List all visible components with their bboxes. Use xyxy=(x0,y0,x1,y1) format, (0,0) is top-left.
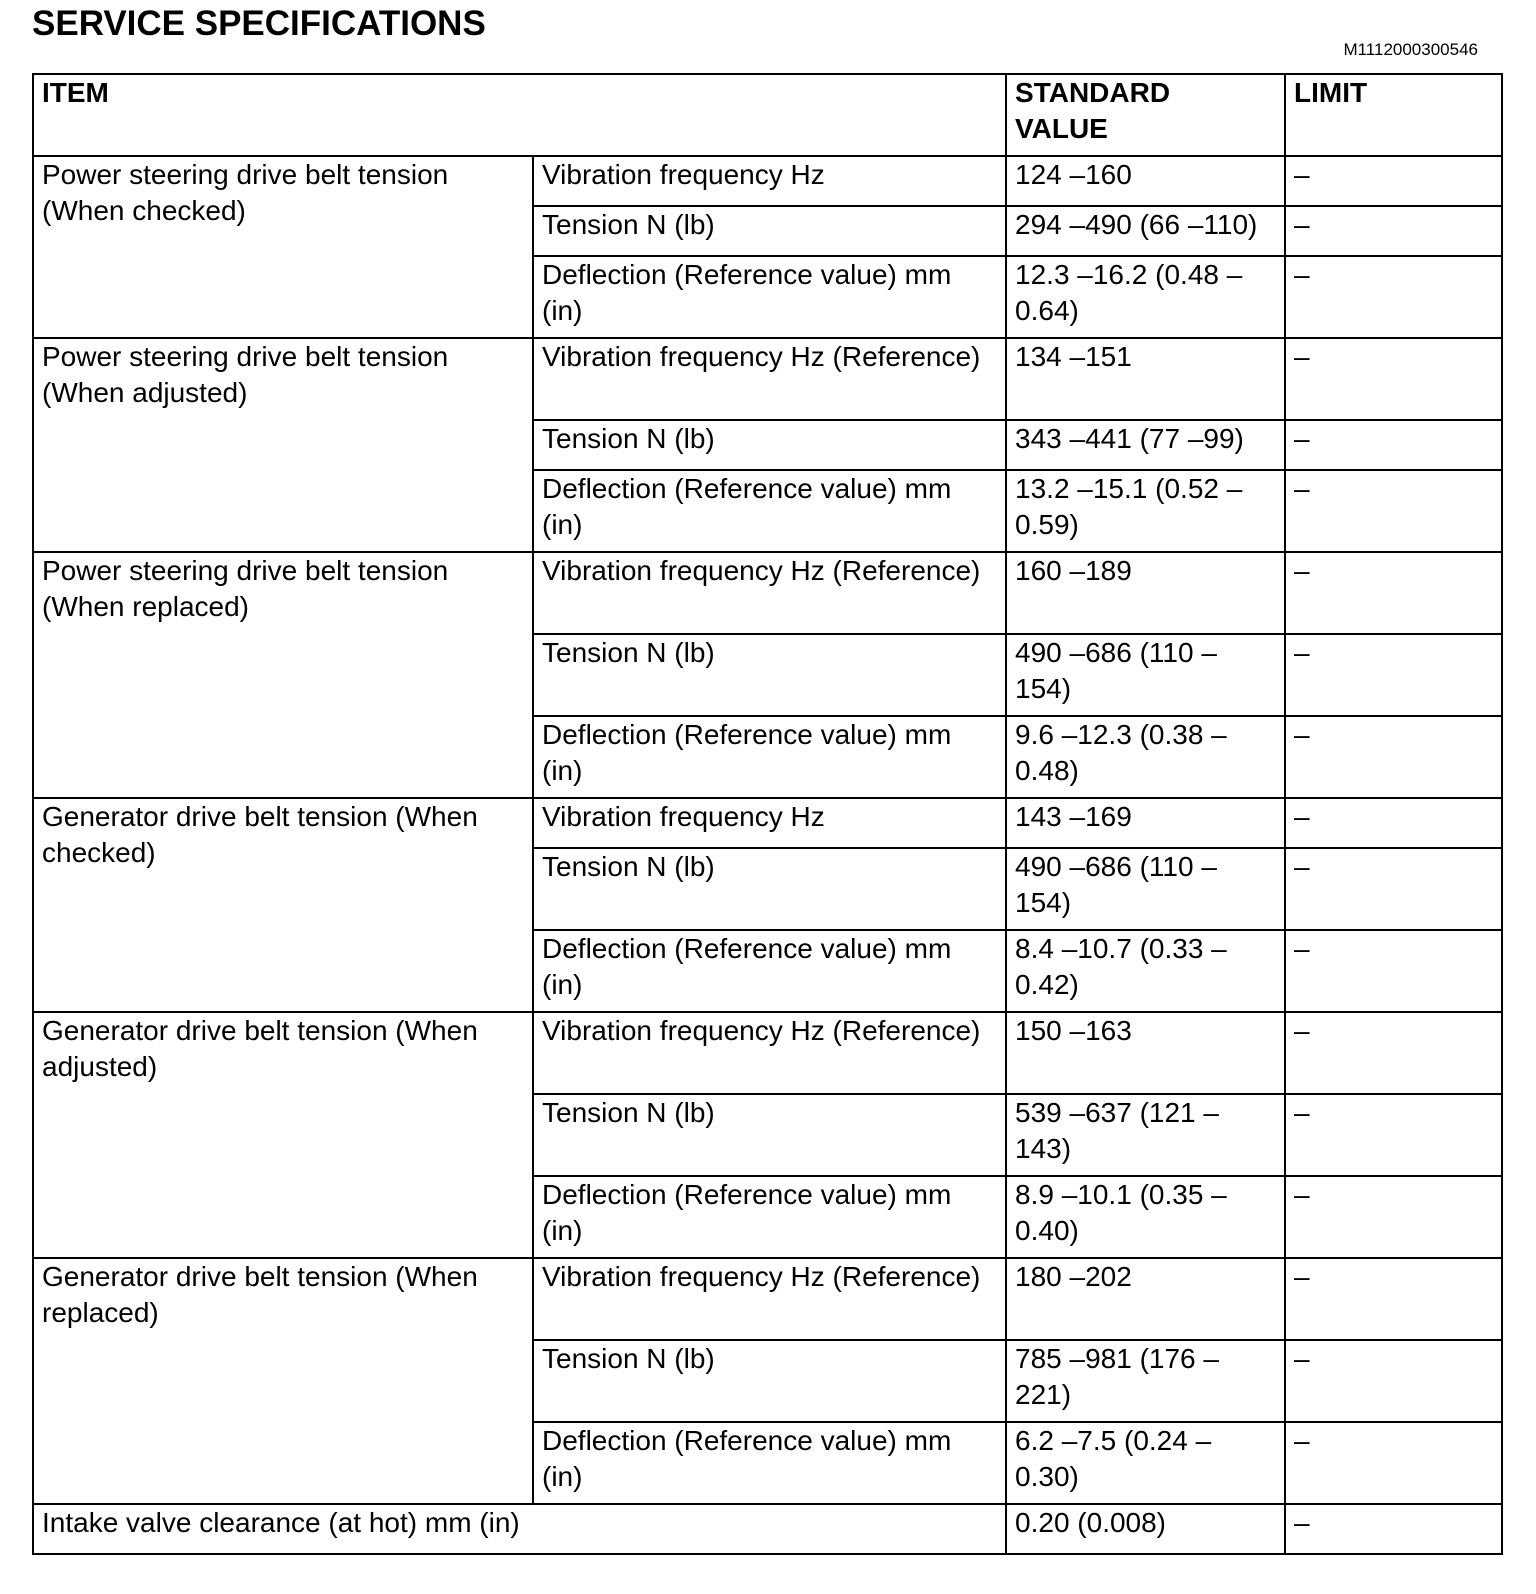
limit-cell: – xyxy=(1285,848,1502,930)
item-name-cell: Power steering drive belt tension (When adjusted) xyxy=(33,338,533,552)
table-row xyxy=(33,338,1502,420)
table-row xyxy=(33,1504,1502,1554)
standard-value-cell: 8.4 –10.7 (0.33 – 0.42) xyxy=(1006,930,1285,1012)
limit-cell: – xyxy=(1285,206,1502,256)
standard-value-cell: 12.3 –16.2 (0.48 – 0.64) xyxy=(1006,256,1285,338)
sub-item-cell: Deflection (Reference value) mm (in) xyxy=(533,1176,1006,1258)
item-name-cell: Intake valve clearance (at hot) mm (in) xyxy=(33,1504,1006,1554)
sub-item-cell: Deflection (Reference value) mm (in) xyxy=(533,1422,1006,1504)
table-header-row xyxy=(33,74,1502,156)
limit-cell: – xyxy=(1285,716,1502,798)
sub-item-cell: Vibration frequency Hz (Reference) xyxy=(533,1012,1006,1094)
standard-value-cell: 785 –981 (176 – 221) xyxy=(1006,1340,1285,1422)
sub-item-cell: Vibration frequency Hz (Reference) xyxy=(533,338,1006,420)
standard-value-cell: 134 –151 xyxy=(1006,338,1285,420)
standard-value-cell: 8.9 –10.1 (0.35 – 0.40) xyxy=(1006,1176,1285,1258)
sub-item-cell: Vibration frequency Hz xyxy=(533,156,1006,206)
standard-value-cell: 6.2 –7.5 (0.24 – 0.30) xyxy=(1006,1422,1285,1504)
limit-cell: – xyxy=(1285,256,1502,338)
sub-item-cell: Vibration frequency Hz xyxy=(533,798,1006,848)
limit-cell: – xyxy=(1285,1094,1502,1176)
item-name-cell: Generator drive belt tension (When replaced) xyxy=(33,1258,533,1504)
sub-item-cell: Deflection (Reference value) mm (in) xyxy=(533,716,1006,798)
standard-value-cell: 490 –686 (110 – 154) xyxy=(1006,634,1285,716)
limit-cell: – xyxy=(1285,798,1502,848)
standard-value-cell: 0.20 (0.008) xyxy=(1006,1504,1285,1554)
page-title: SERVICE SPECIFICATIONS xyxy=(32,4,486,43)
table-row xyxy=(33,1012,1502,1094)
limit-cell: – xyxy=(1285,634,1502,716)
limit-cell: – xyxy=(1285,1176,1502,1258)
limit-cell: – xyxy=(1285,338,1502,420)
limit-cell: – xyxy=(1285,552,1502,634)
item-name-cell: Generator drive belt tension (When adjusted) xyxy=(33,1012,533,1258)
sub-item-cell: Tension N (lb) xyxy=(533,634,1006,716)
table-body xyxy=(33,156,1502,1554)
service-specifications-table xyxy=(32,73,1503,1555)
limit-cell: – xyxy=(1285,1422,1502,1504)
document-code: M1112000300546 xyxy=(1343,40,1478,59)
sub-item-cell: Deflection (Reference value) mm (in) xyxy=(533,256,1006,338)
standard-value-cell: 160 –189 xyxy=(1006,552,1285,634)
limit-cell: – xyxy=(1285,1340,1502,1422)
limit-cell: – xyxy=(1285,420,1502,470)
limit-cell: – xyxy=(1285,1012,1502,1094)
standard-value-cell: 539 –637 (121 – 143) xyxy=(1006,1094,1285,1176)
item-name-cell: Generator drive belt tension (When checked) xyxy=(33,798,533,1012)
limit-cell: – xyxy=(1285,1258,1502,1340)
standard-value-cell: 150 –163 xyxy=(1006,1012,1285,1094)
standard-value-cell: 9.6 –12.3 (0.38 – 0.48) xyxy=(1006,716,1285,798)
sub-item-cell: Tension N (lb) xyxy=(533,1094,1006,1176)
limit-cell: – xyxy=(1285,930,1502,1012)
table-row xyxy=(33,1258,1502,1340)
sub-item-cell: Tension N (lb) xyxy=(533,1340,1006,1422)
sub-item-cell: Deflection (Reference value) mm (in) xyxy=(533,930,1006,1012)
sub-item-cell: Vibration frequency Hz (Reference) xyxy=(533,1258,1006,1340)
sub-item-cell: Deflection (Reference value) mm (in) xyxy=(533,470,1006,552)
header-standard-value: STANDARD VALUE xyxy=(1006,74,1285,156)
standard-value-cell: 343 –441 (77 –99) xyxy=(1006,420,1285,470)
sub-item-cell: Tension N (lb) xyxy=(533,420,1006,470)
standard-value-cell: 143 –169 xyxy=(1006,798,1285,848)
standard-value-cell: 180 –202 xyxy=(1006,1258,1285,1340)
standard-value-cell: 294 –490 (66 –110) xyxy=(1006,206,1285,256)
table-row xyxy=(33,798,1502,848)
header-item: ITEM xyxy=(33,74,1006,156)
limit-cell: – xyxy=(1285,470,1502,552)
limit-cell: – xyxy=(1285,156,1502,206)
sub-item-cell: Vibration frequency Hz (Reference) xyxy=(533,552,1006,634)
sub-item-cell: Tension N (lb) xyxy=(533,206,1006,256)
item-name-cell: Power steering drive belt tension (When replaced) xyxy=(33,552,533,798)
header-limit: LIMIT xyxy=(1285,74,1502,156)
standard-value-cell: 490 –686 (110 – 154) xyxy=(1006,848,1285,930)
sub-item-cell: Tension N (lb) xyxy=(533,848,1006,930)
table-row xyxy=(33,156,1502,206)
table-row xyxy=(33,552,1502,634)
limit-cell: – xyxy=(1285,1504,1502,1554)
item-name-cell: Power steering drive belt tension (When checked) xyxy=(33,156,533,338)
standard-value-cell: 124 –160 xyxy=(1006,156,1285,206)
standard-value-cell: 13.2 –15.1 (0.52 – 0.59) xyxy=(1006,470,1285,552)
